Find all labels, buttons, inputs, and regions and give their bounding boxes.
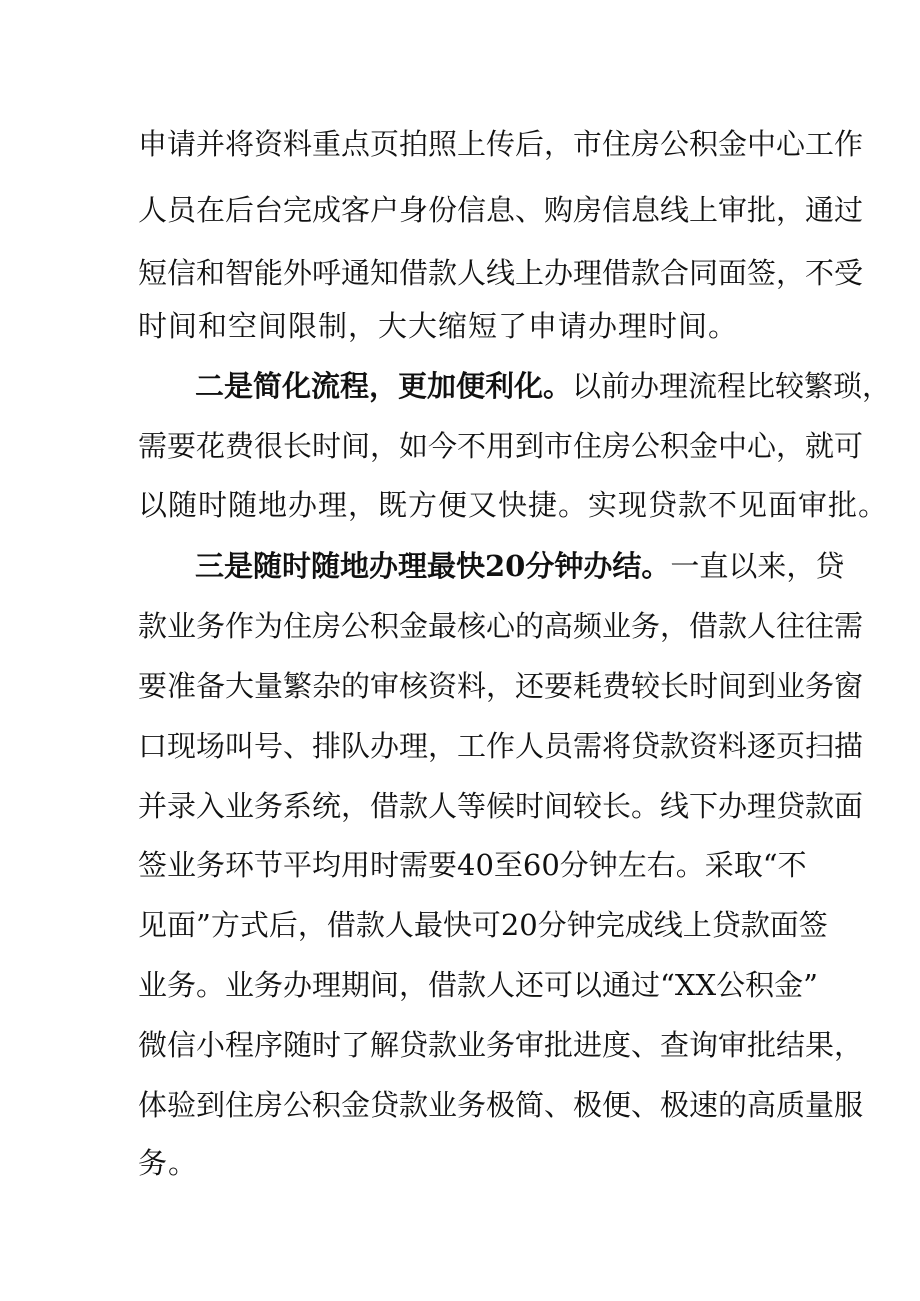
paragraph-2-heading: 二是简化流程，更加便利化。 <box>195 369 573 403</box>
paragraph-1-line-3: 短信和智能外呼通知借款人线上办理借款合同面签，不受 <box>138 256 864 290</box>
paragraph-3-line-3: 要准备大量繁杂的审核资料，还要耗费较长时间到业务窗 <box>138 669 864 703</box>
paragraph-2-first-line-rest: 以前办理流程比较繁琐， <box>572 369 892 403</box>
paragraph-2-line-3: 以随时随地办理，既方便又快捷。实现贷款不见面审批。 <box>138 488 889 522</box>
paragraph-3-line-10: 体验到住房公积金贷款业务极简、极便、极速的高质量服 <box>138 1088 864 1122</box>
paragraph-3-line-6: 签业务环节平均用时需要40至60分钟左右。采取“不 <box>138 848 807 882</box>
paragraph-3-line-2: 款业务作为住房公积金最核心的高频业务，借款人往往需 <box>138 609 864 643</box>
paragraph-2-line-2: 需要花费很长时间，如今不用到市住房公积金中心，就可 <box>138 429 864 463</box>
paragraph-3-line-11: 务。 <box>138 1146 199 1180</box>
paragraph-3-heading: 三是随时随地办理最快20分钟办结。 <box>195 549 671 583</box>
paragraph-1-line-1: 申请并将资料重点页拍照上传后，市住房公积金中心工作 <box>138 127 864 161</box>
paragraph-2-line-1 <box>195 366 892 406</box>
paragraph-3-first-line-rest: 一直以来，贷 <box>670 549 845 583</box>
paragraph-3-line-9: 微信小程序随时了解贷款业务审批进度、查询审批结果， <box>138 1028 864 1062</box>
paragraph-3-line-5: 并录入业务系统，借款人等候时间较长。线下办理贷款面 <box>138 789 864 823</box>
paragraph-3-line-8: 业务。业务办理期间，借款人还可以通过“XX公积金” <box>138 968 818 1002</box>
paragraph-3-line-1 <box>195 546 845 586</box>
paragraph-3-line-4: 口现场叫号、排队办理，工作人员需将贷款资料逐页扫描 <box>138 729 864 763</box>
paragraph-1-line-4: 时间和空间限制，大大缩短了申请办理时间。 <box>138 309 739 343</box>
paragraph-3-line-7: 见面”方式后，借款人最快可20分钟完成线上贷款面签 <box>138 908 828 942</box>
paragraph-1-line-2: 人员在后台完成客户身份信息、购房信息线上审批，通过 <box>138 193 864 227</box>
